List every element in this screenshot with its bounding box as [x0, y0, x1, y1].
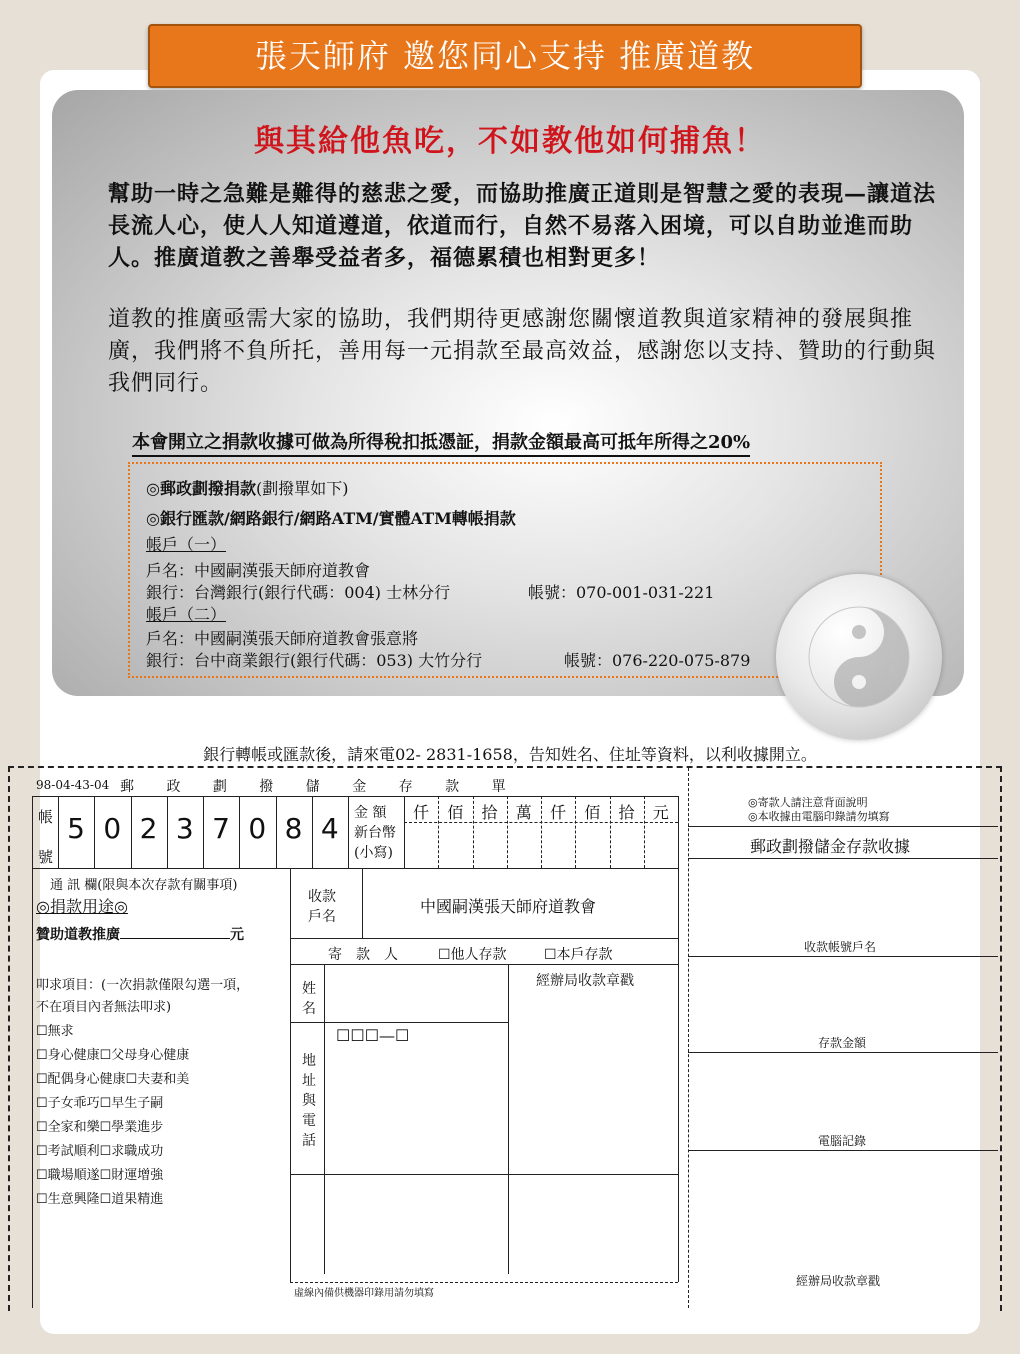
machine-note: 虛線內備供機器印錄用請勿填寫	[294, 1288, 434, 1299]
pray-option[interactable]: ☐配偶身心健康☐夫妻和美	[36, 1072, 190, 1087]
account-2-name: 戶名：中國嗣漢張天師府道教會張意將	[146, 629, 419, 648]
pray-option[interactable]: ☐考試順利☐求職成功	[36, 1144, 164, 1159]
amount-unit: 仟	[413, 803, 430, 822]
amount-label-1: 金 額	[354, 805, 387, 821]
account-1-name: 戶名：中國嗣漢張天師府道教會	[146, 561, 371, 580]
donation-methods-box	[128, 462, 882, 678]
amount-unit: 拾	[618, 803, 635, 822]
purpose-title: ◎捐款用途◎	[36, 897, 128, 916]
account-2-number: 帳號：076-220-075-879	[564, 651, 751, 670]
pray-option[interactable]: ☐身心健康☐父母身心健康	[36, 1048, 190, 1063]
postal-method-label: ◎郵政劃撥捐款	[146, 479, 256, 498]
amount-label-2: 新台幣	[354, 825, 396, 841]
bank-method: ◎銀行匯款/網路銀行/網路ATM/實體ATM轉帳捐款	[146, 509, 516, 528]
office-stamp-label: 經辦局收款章戳	[536, 973, 634, 989]
sender-other-checkbox[interactable]: ☐他人存款	[438, 947, 507, 963]
amount-unit: 拾	[481, 803, 498, 822]
sender-label: 寄 款 人	[328, 947, 398, 963]
pray-option[interactable]: ☐子女乖巧☐早生子嗣	[36, 1096, 164, 1111]
amount-unit: 佰	[584, 803, 601, 822]
address-label-char: 電	[302, 1113, 316, 1129]
digit-divider	[131, 796, 132, 868]
sponsor-line	[36, 924, 244, 944]
taichi-icon	[776, 574, 942, 740]
pray-title: 叩求項目：(一次捐款僅限勾選一項，	[36, 978, 250, 993]
account-1-bank: 銀行：台灣銀行(銀行代碼：004) 士林分行	[146, 583, 451, 602]
pray-option[interactable]: ☐職場順遂☐財運增強	[36, 1168, 164, 1183]
amount-unit: 仟	[550, 803, 567, 822]
digit-divider	[276, 796, 277, 868]
sponsor-line-label: 贊助道教推廣	[36, 927, 120, 943]
receipt-title: 郵政劃撥儲金存款收據	[750, 837, 911, 856]
amount-unit: 萬	[515, 803, 532, 822]
phone-notice: 銀行轉帳或匯款後，請來電02- 2831-1658，告知姓名、住址等資料，以利收據開立。	[203, 745, 817, 764]
form-code: 98-04-43-04	[36, 778, 110, 792]
banner-title: 張天師府 邀您同心支持 推廣道教	[254, 37, 756, 75]
tax-note: 本會開立之捐款收據可做為所得稅扣抵憑証，捐款金額最高可抵年所得之20%	[132, 428, 750, 457]
receipt-note-1: ◎寄款人請注意背面說明	[748, 796, 868, 809]
paragraph-2: 道教的推廣亟需大家的協助，我們期待更感謝您關懷道教與道家精神的發展與推廣，我們將不負所托，善用每一元捐款至最高效益，感謝您以支持、贊助的行動與我們同行。	[108, 307, 937, 396]
unit-divider	[610, 796, 611, 868]
amount-unit: 元	[652, 803, 669, 822]
unit-divider	[575, 796, 576, 868]
account-digit: 5	[67, 812, 85, 845]
account-1-title: 帳戶（一）	[146, 535, 227, 554]
receipt-stamp: 經辦局收款章戳	[796, 1274, 881, 1288]
address-label-char: 址	[302, 1073, 316, 1089]
paragraph-1: 幫助一時之急難是難得的慈悲之愛，而協助推廣正道則是智慧之愛的表現—讓道法長流人心，使人人知道遵道，依道而行，自然不易落入困境，可以自助並進而助人。推廣道教之善舉受益者多，福德累積也相對更多！	[108, 181, 937, 271]
account-digit: 0	[103, 812, 122, 845]
name-label-2: 名	[302, 1001, 316, 1017]
digit-divider	[239, 796, 240, 868]
pray-option[interactable]: ☐生意興隆☐道果精進	[36, 1192, 164, 1207]
account-label-1: 帳	[38, 808, 54, 826]
account-label-2: 號	[38, 848, 54, 866]
unit-divider	[541, 796, 542, 868]
pray-option[interactable]: ☐全家和樂☐學業進步	[36, 1120, 164, 1135]
sponsor-line-unit: 元	[230, 927, 244, 943]
payee-label-2: 戶名	[308, 909, 336, 925]
receipt-record: 電腦記錄	[818, 1134, 867, 1148]
receipt-payee: 收款帳號戶名	[804, 940, 877, 954]
comm-label: 通 訊 欄(限與本次存款有關事項)	[50, 878, 238, 893]
amount-label-3: (小寫)	[354, 845, 393, 861]
sender-self-checkbox[interactable]: ☐本戶存款	[544, 947, 613, 963]
receipt-note-2: ◎本收據由電腦印錄請勿填寫	[748, 810, 890, 823]
zip-code-boxes[interactable]: ☐☐☐—☐	[336, 1026, 410, 1045]
receipt-amount: 存款金額	[818, 1036, 867, 1050]
postal-slip	[8, 766, 1002, 1311]
account-1-number: 帳號：070-001-031-221	[528, 583, 715, 602]
account-digit: 3	[175, 812, 194, 845]
form-title: 郵 政 劃 撥 儲 金 存 款 單	[120, 779, 520, 795]
account-digit: 8	[284, 812, 303, 845]
address-label-char: 地	[302, 1053, 316, 1069]
digit-divider	[203, 796, 204, 868]
unit-divider	[507, 796, 508, 868]
pray-title-2: 不在項目內者無法叩求)	[36, 1000, 172, 1015]
digit-divider	[94, 796, 95, 868]
address-label-char: 與	[302, 1093, 316, 1109]
postal-method-note: (劃撥單如下)	[255, 479, 349, 498]
title-banner	[148, 24, 862, 88]
account-digit: 0	[248, 812, 267, 845]
unit-divider	[473, 796, 474, 868]
account-digit: 2	[139, 812, 158, 845]
postal-method	[146, 476, 348, 499]
digit-divider	[312, 796, 313, 868]
unit-divider	[644, 796, 645, 868]
amount-unit: 佰	[447, 803, 464, 822]
digit-divider	[167, 796, 168, 868]
payee-label-1: 收款	[308, 889, 336, 905]
payee-name: 中國嗣漢張天師府道教會	[420, 897, 597, 916]
account-digit: 7	[212, 812, 230, 845]
account-digit: 4	[320, 812, 339, 845]
account-2-bank: 銀行：台中商業銀行(銀行代碼：053) 大竹分行	[146, 651, 483, 670]
unit-divider	[438, 796, 439, 868]
name-label-1: 姓	[302, 981, 316, 997]
pray-option[interactable]: ☐無求	[36, 1024, 74, 1039]
headline: 與其給他魚吃，不如教他如何捕魚！	[254, 124, 766, 159]
address-label-char: 話	[302, 1133, 316, 1149]
account-2-title: 帳戶（二）	[146, 605, 227, 624]
